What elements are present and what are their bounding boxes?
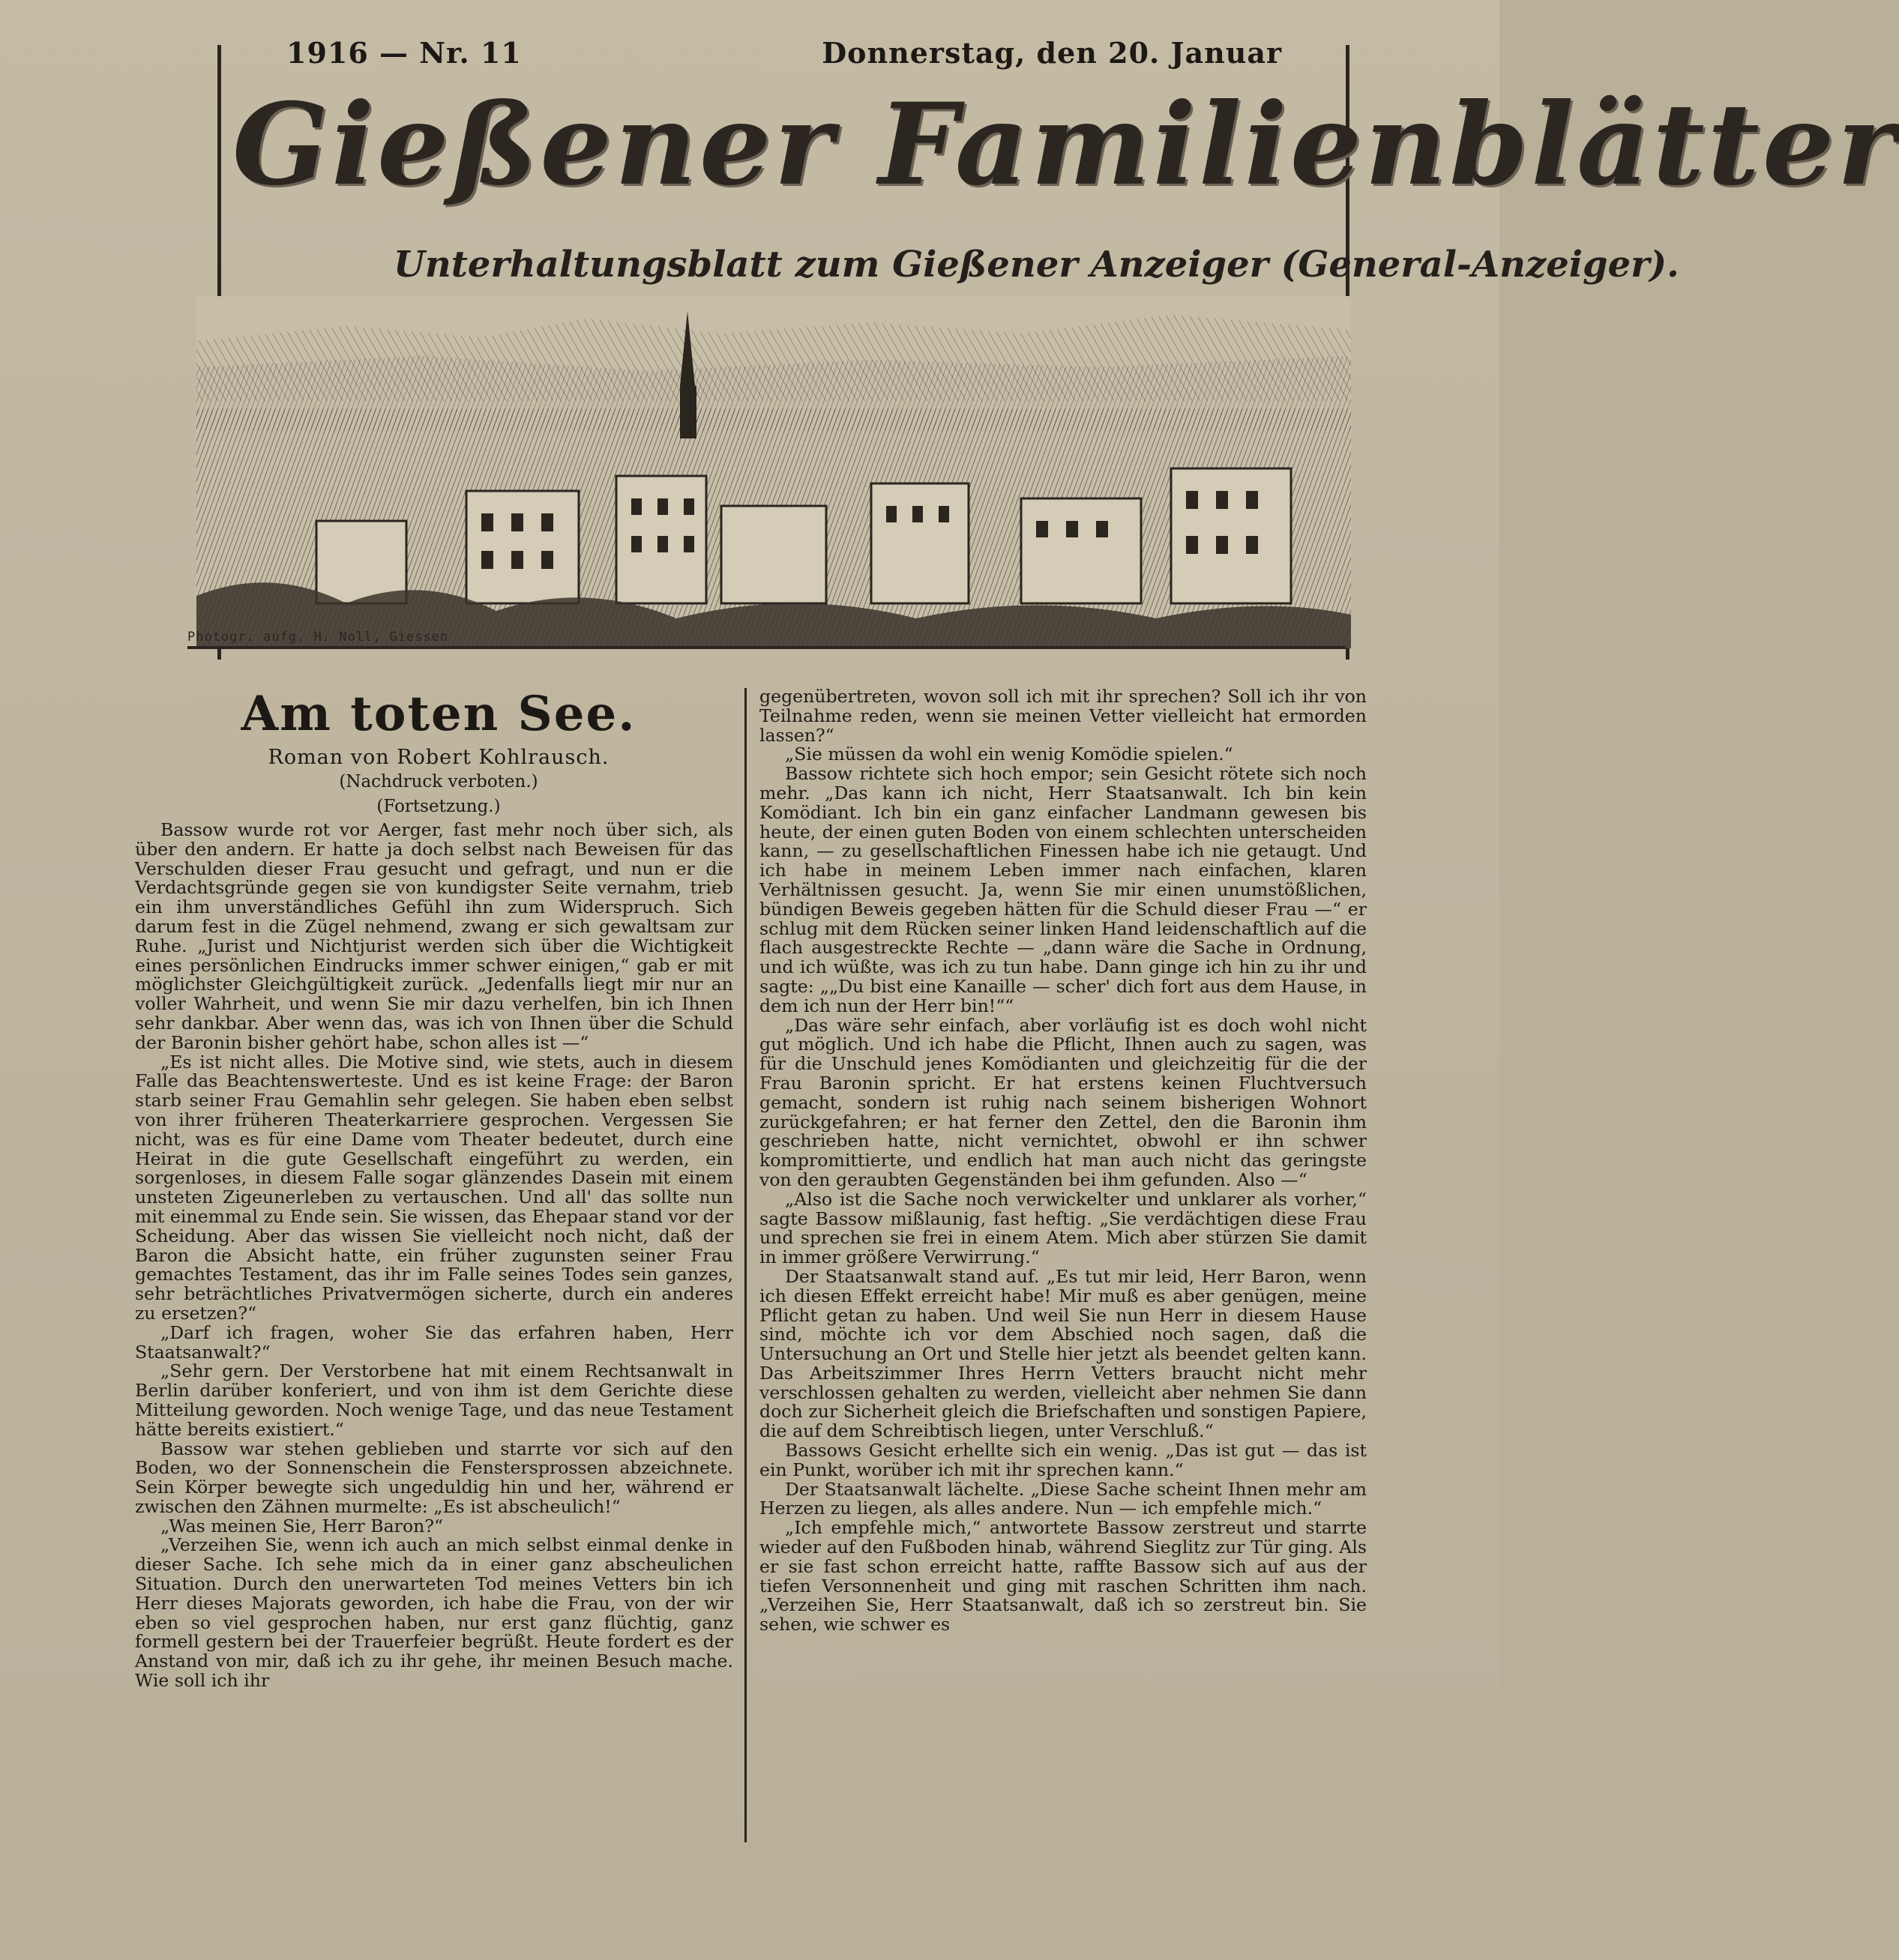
paragraph: Der Staatsanwalt lächelte. „Diese Sache scheint Ihnen mehr am Herzen zu liegen, als alles andere. Nun — ich empfehle mich.“ <box>759 1478 1367 1519</box>
paragraph: „Also ist die Sache noch verwickelter und unklarer als vorher,“ sagte Bassow mißlaunig, fast heftig. „Sie verdächtigen diese Frau und sprechen sie frei in einem Atem. Mich aber stürzen Sie damit in immer größere Verwirrung.“ <box>759 1188 1367 1268</box>
photo-credit: Photogr. aufg. H. Noll, Giessen <box>187 630 449 645</box>
paragraph: „Sie müssen da wohl ein wenig Komödie spielen.“ <box>785 744 1233 765</box>
article-column-right <box>759 687 1367 1635</box>
paragraph: „Was meinen Sie, Herr Baron?“ <box>160 1515 444 1537</box>
issue-date: Donnerstag, den 20. Januar <box>822 36 1282 70</box>
continuation-note: (Fortsetzung.) <box>376 797 501 816</box>
masthead-bottom-rule <box>187 646 1346 649</box>
paragraph: „Es ist nicht alles. Die Motive sind, wie stets, auch in diesem Falle das Beachtenswerteste. Und es ist keine Frage: der Baron starb seiner Frau Gemahlin sehr gelegen. Sie haben eben selbst von ihrer früheren Theaterkarriere gesprochen. Vergessen Sie nicht, was es für eine Dame vom Theater bedeutet, durch eine Heirat in die gute Gesellschaft eingeführt zu werden, ein sorgenloses, in diesem Falle sogar glänzendes Dasein mit einem unsteten Zigeunerleben zu vertauschen. Und all' das sollte nun mit einemmal zu Ende sein. Sie wissen, das Ehepaar stand vor der Scheidung. Aber das wissen Sie vielleicht noch nicht, daß der Baron die Absicht hatte, ein früher zugunsten seiner Frau gemachtes Testament, das ihr im Falle seines Todes sein ganzes, sehr beträchtliches Privatvermögen sicherte, durch ein anderes zu ersetzen?“ <box>135 1051 733 1324</box>
masthead-title: Gießener Familienblätter <box>232 79 1899 211</box>
article-title: Am toten See. <box>241 686 636 742</box>
article-column-left <box>135 821 733 1691</box>
paragraph: „Ich empfehle mich,“ antwortete Bassow zerstreut und starrte wieder auf den Fußboden hinab, während Sieglitz zur Tür ging. Als er sie fast schon erreicht hatte, raffte Bassow sich auf aus der tiefen Versonnenheit und ging mit raschen Schritten ihm nach. „Verzeihen Sie, Herr Staatsanwalt, daß ich so zerstreut bin. Sie sehen, wie schwer es <box>759 1517 1367 1635</box>
paragraph: Bassow richtete sich hoch empor; sein Gesicht rötete sich noch mehr. „Das kann ich nicht, Herr Staatsanwalt. Ich bin kein Komödiant. Ich bin ein ganz einfacher Landmann gewesen bis heute, der einen guten Boden von einem schlechten unterscheiden kann, — zu gesellschaftlichen Finessen habe ich nie getaugt. Und ich habe in meinem Leben immer nach einfachen, klaren Verhältnissen gesucht. Ja, wenn Sie mir einen unumstößlichen, bündigen Beweis gegeben hätten für die Schuld dieser Frau —“ er schlug mit dem Rücken seiner linken Hand leidenschaftlich auf die flach ausgestreckte Rechte — „dann wäre die Sache in Ordnung, und ich wüßte, was ich zu tun habe. Dann ginge ich hin zu ihr und sagte: „„Du bist eine Kanaille — scher' dich fort aus dem Hause, in dem ich nun der Herr bin!““ <box>759 763 1367 1016</box>
paragraph: „Das wäre sehr einfach, aber vorläufig ist es doch wohl nicht gut möglich. Und ich habe die Pflicht, Ihnen auch zu sagen, was für die Unschuld jenes Komödianten und gleichzeitig für die der Frau Baronin spricht. Er hat erstens keinen Fluchtversuch gemacht, sondern ist ruhig nach seinem bisherigen Wohnort zurückgefahren; er hat ferner den Zettel, den die Baronin ihm geschrieben hatte, nicht vernichtet, obwohl er ihn schwer kompromittierte, und endlich hat man auch nicht das geringste von den geraubten Gegenständen bei ihm gefunden. Also —“ <box>759 1014 1367 1190</box>
paragraph: Bassow wurde rot vor Aerger, fast mehr noch über sich, als über den andern. Er hatte ja doch selbst nach Beweisen für das Verschulden dieser Frau gesucht und gefragt, und nun er die Verdachtsgründe gegen sie von kundigster Seite vernahm, trieb ein ihm unverständliches Gefühl ihn zum Widerspruch. Sich darum fest in die Zügel nehmend, zwang er sich gewaltsam zur Ruhe. „Jurist und Nichtjurist werden sich über die Wichtigkeit eines persönlichen Eindrucks immer schwer einigen,“ gab er mit möglichster Gleichgültigkeit zurück. „Jedenfalls liegt mir nur an voller Wahrheit, und wenn Sie mir dazu verhelfen, bin ich Ihnen sehr dankbar. Aber wenn das, was ich von Ihnen über die Schuld der Baronin bisher gehört habe, schon alles ist —“ <box>135 819 733 1053</box>
city-landscape-illustration <box>196 296 1351 648</box>
paragraph: Bassow war stehen geblieben und starrte vor sich auf den Boden, wo der Sonnenschein die Fenstersprossen abzeichnete. Sein Körper bewegte sich ungeduldig hin und her, während er zwischen den Zähnen murmelte: „Es ist abscheulich!“ <box>135 1438 733 1517</box>
paragraph: „Darf ich fragen, woher Sie das erfahren haben, Herr Staatsanwalt?“ <box>135 1321 733 1363</box>
column-divider <box>744 688 747 1842</box>
article-byline: Roman von Robert Kohlrausch. <box>268 746 610 769</box>
paragraph: „Verzeihen Sie, wenn ich auch an mich selbst einmal denke in dieser Sache. Ich sehe mich da in einer ganz abscheulichen Situation. Durch den unerwarteten Tod meines Vetters bin ich Herr dieses Majorats geworden, ich habe die Frau, von der wir eben so viel gesprochen haben, nur erst ganz flüchtig, ganz formell gestern bei der Trauerfeier begrüßt. Heute fordert es der Anstand von mir, daß ich zu ihr gehe, ihr meinen Besuch mache. Wie soll ich ihr <box>135 1534 733 1692</box>
paragraph: Der Staatsanwalt stand auf. „Es tut mir leid, Herr Baron, wenn ich diesen Effekt erreicht habe! Mir muß es aber genügen, meine Pflicht getan zu haben. Und weil Sie nun Herr in diesem Hause sind, möchte ich vor dem Abschied noch sagen, daß die Untersuchung an Ort und Stelle hier jetzt als beendet gelten kann. Das Arbeitszimmer Ihres Herrn Vetters braucht nicht mehr verschlossen gehalten zu werden, vielleicht aber nehmen Sie dann doch zur Sicherheit gleich die Briefschaften und sonstigen Papiere, die auf dem Schreibtisch liegen, unter Verschluß.“ <box>759 1265 1367 1442</box>
paragraph: Bassows Gesicht erhellte sich ein wenig. „Das ist gut — das ist ein Punkt, worüber ich mit ihr sprechen kann.“ <box>759 1440 1367 1480</box>
paragraph: „Sehr gern. Der Verstorbene hat mit einem Rechtsanwalt in Berlin darüber konferiert, und von ihm ist dem Gerichte diese Mitteilung geworden. Noch wenige Tage, und das neue Testament hätte bereits existiert.“ <box>135 1360 733 1440</box>
issue-number: 1916 — Nr. 11 <box>286 36 522 70</box>
masthead-subtitle: Unterhaltungsblatt zum Gießener Anzeiger (General-Anzeiger). <box>394 244 1679 286</box>
paragraph: gegenübertreten, wovon soll ich mit ihr sprechen? Soll ich ihr von Teilnahme reden, wenn sie meinen Vetter vielleicht hat ermorden lassen?“ <box>759 686 1367 746</box>
reprint-note: (Nachdruck verboten.) <box>339 772 538 791</box>
